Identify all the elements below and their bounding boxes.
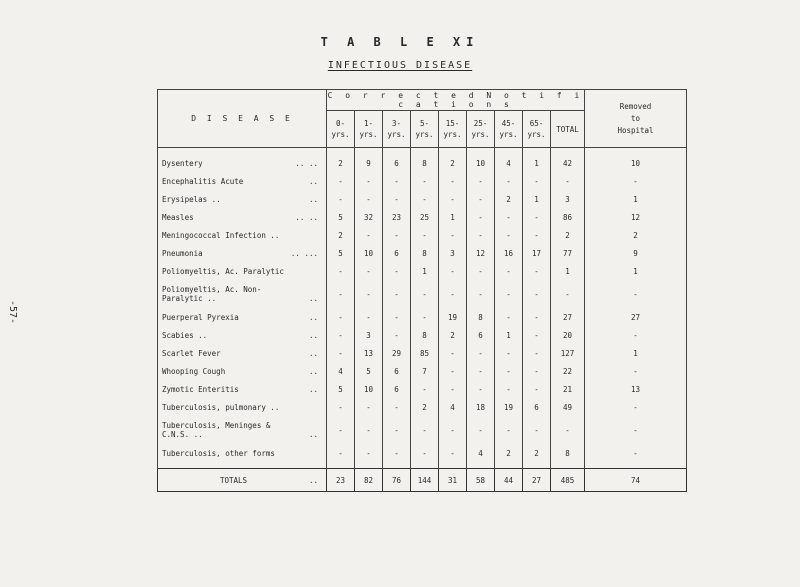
total-cell: 127 — [551, 344, 585, 362]
count-cell: - — [327, 398, 355, 416]
count-cell: 2 — [411, 398, 439, 416]
disease-name: Scabies .. — [162, 330, 208, 340]
table-row — [158, 226, 687, 244]
disease-name: Puerperal Pyrexia — [162, 312, 239, 322]
count-cell: - — [383, 262, 411, 280]
count-cell: 6 — [383, 380, 411, 398]
count-cell: 6 — [523, 398, 551, 416]
count-cell: 32 — [355, 208, 383, 226]
total-cell: 20 — [551, 326, 585, 344]
count-cell: - — [467, 172, 495, 190]
count-cell: - — [523, 344, 551, 362]
count-cell: 8 — [467, 308, 495, 326]
count-cell: - — [467, 190, 495, 208]
age-group-label: 1- — [363, 119, 374, 128]
totals-label-cell — [158, 469, 327, 492]
count-cell: - — [467, 362, 495, 380]
table-row — [158, 380, 687, 398]
disease-name-cell — [158, 262, 327, 280]
age-group-label: 65- — [529, 119, 544, 128]
count-cell: - — [523, 208, 551, 226]
removed-cell: 9 — [585, 244, 687, 262]
count-cell: 4 — [327, 362, 355, 380]
age-group-label: 25- — [473, 119, 488, 128]
disease-name-cell — [158, 380, 327, 398]
count-cell: 5 — [355, 362, 383, 380]
leader-dots: .. — [308, 176, 318, 186]
count-cell: 10 — [467, 148, 495, 173]
age-group-header — [383, 111, 411, 148]
count-cell: - — [355, 226, 383, 244]
totals-row — [158, 469, 687, 492]
totals-label: TOTALS — [219, 475, 248, 485]
count-cell: - — [495, 362, 523, 380]
removed-cell: - — [585, 172, 687, 190]
total-cell: 42 — [551, 148, 585, 173]
count-cell: 13 — [355, 344, 383, 362]
age-group-header — [467, 111, 495, 148]
count-cell: 4 — [495, 148, 523, 173]
count-cell: - — [383, 280, 411, 308]
table-row — [158, 416, 687, 444]
count-cell: - — [439, 416, 467, 444]
totals-cell: 27 — [523, 469, 551, 492]
age-group-label: 5- — [419, 119, 430, 128]
disease-name: Pneumonia — [162, 248, 203, 258]
totals-cell: 144 — [411, 469, 439, 492]
leader-dots: .. — [308, 312, 318, 322]
count-cell: - — [411, 416, 439, 444]
total-cell: - — [551, 172, 585, 190]
count-cell: - — [467, 208, 495, 226]
disease-name-cell — [158, 344, 327, 362]
count-cell: 6 — [467, 326, 495, 344]
count-cell: 6 — [383, 148, 411, 173]
removed-cell: 12 — [585, 208, 687, 226]
age-group-unit: yrs. — [359, 130, 378, 139]
age-group-header — [523, 111, 551, 148]
count-cell: 6 — [383, 244, 411, 262]
count-cell: - — [467, 380, 495, 398]
count-cell: 12 — [467, 244, 495, 262]
count-cell: - — [327, 172, 355, 190]
age-group-header — [551, 111, 585, 148]
count-cell: - — [439, 190, 467, 208]
count-cell: 2 — [523, 444, 551, 469]
count-cell: - — [495, 226, 523, 244]
totals-cell: 76 — [383, 469, 411, 492]
leader-dots: .. .. — [295, 212, 318, 222]
count-cell: 3 — [439, 244, 467, 262]
leader-dots: .. ... — [290, 248, 318, 258]
count-cell: - — [327, 416, 355, 444]
count-cell: - — [467, 226, 495, 244]
count-cell: 17 — [523, 244, 551, 262]
total-cell: 2 — [551, 226, 585, 244]
count-cell: 10 — [355, 380, 383, 398]
count-cell: - — [327, 326, 355, 344]
count-cell: - — [523, 362, 551, 380]
page-number: -57- — [7, 300, 18, 325]
count-cell: - — [523, 326, 551, 344]
table-row — [158, 280, 687, 308]
count-cell: - — [355, 444, 383, 469]
leader-dots: .. — [308, 430, 318, 439]
count-cell: 2 — [439, 148, 467, 173]
age-group-unit: yrs. — [499, 130, 518, 139]
total-cell: - — [551, 416, 585, 444]
count-cell: - — [467, 262, 495, 280]
count-cell: - — [327, 190, 355, 208]
age-group-header — [439, 111, 467, 148]
count-cell: - — [467, 280, 495, 308]
disease-name: Erysipelas .. — [162, 194, 221, 204]
count-cell: - — [467, 416, 495, 444]
count-cell: - — [411, 280, 439, 308]
count-cell: - — [355, 262, 383, 280]
count-cell: 5 — [327, 244, 355, 262]
age-group-unit: yrs. — [471, 130, 490, 139]
count-cell: - — [355, 280, 383, 308]
count-cell: - — [495, 208, 523, 226]
removed-cell: - — [585, 398, 687, 416]
age-group-header — [411, 111, 439, 148]
removed-cell: 2 — [585, 226, 687, 244]
count-cell: - — [327, 444, 355, 469]
count-cell: - — [439, 226, 467, 244]
count-cell: - — [495, 380, 523, 398]
age-group-label: 15- — [445, 119, 460, 128]
count-cell: 2 — [327, 148, 355, 173]
count-cell: 19 — [439, 308, 467, 326]
count-cell: 29 — [383, 344, 411, 362]
count-cell: 1 — [523, 148, 551, 173]
count-cell: 5 — [327, 380, 355, 398]
leader-dots: .. — [308, 384, 318, 394]
count-cell: - — [383, 398, 411, 416]
count-cell: - — [523, 308, 551, 326]
count-cell: - — [383, 190, 411, 208]
count-cell: 16 — [495, 244, 523, 262]
count-cell: - — [495, 280, 523, 308]
total-cell: 27 — [551, 308, 585, 326]
total-cell: 8 — [551, 444, 585, 469]
removed-cell: 13 — [585, 380, 687, 398]
removed-cell: 10 — [585, 148, 687, 173]
totals-cell: 82 — [355, 469, 383, 492]
totals-cell: 74 — [585, 469, 687, 492]
table-row — [158, 172, 687, 190]
count-cell: 19 — [495, 398, 523, 416]
table-row — [158, 244, 687, 262]
disease-name-cell — [158, 416, 327, 444]
leader-dots: .. — [308, 348, 318, 358]
age-group-header — [327, 111, 355, 148]
leader-dots: .. — [308, 475, 318, 485]
disease-name-cell — [158, 326, 327, 344]
totals-cell: 44 — [495, 469, 523, 492]
count-cell: - — [355, 172, 383, 190]
count-cell: - — [523, 380, 551, 398]
table-row — [158, 444, 687, 469]
table-row — [158, 148, 687, 173]
disease-name-cell — [158, 398, 327, 416]
count-cell: - — [439, 362, 467, 380]
removed-cell: 27 — [585, 308, 687, 326]
count-cell: 1 — [439, 208, 467, 226]
count-cell: - — [383, 172, 411, 190]
removed-cell: - — [585, 444, 687, 469]
removed-header-line: to — [630, 113, 641, 123]
count-cell: 2 — [495, 444, 523, 469]
totals-cell: 23 — [327, 469, 355, 492]
removed-cell: 1 — [585, 190, 687, 208]
count-cell: - — [411, 308, 439, 326]
total-cell: 1 — [551, 262, 585, 280]
age-group-label: TOTAL — [556, 124, 579, 134]
disease-name-cell — [158, 280, 327, 308]
age-group-unit: yrs. — [415, 130, 434, 139]
disease-name-cell — [158, 208, 327, 226]
count-cell: 5 — [327, 208, 355, 226]
total-cell: 3 — [551, 190, 585, 208]
removed-to-hospital-header — [585, 90, 687, 148]
disease-name-cell — [158, 226, 327, 244]
disease-name: Tuberculosis, pulmonary .. — [162, 402, 280, 412]
total-cell: 77 — [551, 244, 585, 262]
age-group-header — [355, 111, 383, 148]
count-cell: 10 — [355, 244, 383, 262]
table-totals — [158, 469, 687, 492]
removed-cell: - — [585, 280, 687, 308]
count-cell: - — [439, 280, 467, 308]
count-cell: - — [439, 380, 467, 398]
total-cell: 22 — [551, 362, 585, 380]
disease-name-cell — [158, 148, 327, 173]
removed-cell: - — [585, 326, 687, 344]
count-cell: 85 — [411, 344, 439, 362]
count-cell: - — [355, 308, 383, 326]
count-cell: 7 — [411, 362, 439, 380]
age-group-unit: yrs. — [443, 130, 462, 139]
infectious-disease-table — [157, 89, 687, 492]
count-cell: 8 — [411, 148, 439, 173]
disease-name-continued: C.N.S. .. — [162, 430, 203, 439]
count-cell: - — [355, 190, 383, 208]
count-cell: - — [327, 344, 355, 362]
total-cell: 21 — [551, 380, 585, 398]
count-cell: 2 — [327, 226, 355, 244]
totals-cell: 31 — [439, 469, 467, 492]
removed-cell: 1 — [585, 262, 687, 280]
totals-cell: 485 — [551, 469, 585, 492]
disease-name: Scarlet Fever — [162, 348, 221, 358]
count-cell: - — [383, 444, 411, 469]
leader-dots: .. — [308, 330, 318, 340]
removed-header-line: Removed — [619, 101, 652, 111]
count-cell: 6 — [383, 362, 411, 380]
disease-name: Poliomyeltis, Ac. Non- — [162, 285, 262, 294]
table-row — [158, 308, 687, 326]
age-group-label: 3- — [391, 119, 402, 128]
count-cell: - — [495, 344, 523, 362]
count-cell: - — [439, 344, 467, 362]
disease-name-cell — [158, 444, 327, 469]
count-cell: 1 — [495, 326, 523, 344]
leader-dots: .. — [308, 366, 318, 376]
count-cell: - — [439, 172, 467, 190]
leader-dots: .. — [308, 294, 318, 303]
count-cell: - — [411, 190, 439, 208]
count-cell: - — [383, 416, 411, 444]
count-cell: - — [383, 308, 411, 326]
count-cell: - — [523, 280, 551, 308]
disease-name-cell — [158, 190, 327, 208]
count-cell: 25 — [411, 208, 439, 226]
disease-name: Measles — [162, 212, 194, 222]
count-cell: 9 — [355, 148, 383, 173]
count-cell: 1 — [411, 262, 439, 280]
count-cell: - — [355, 398, 383, 416]
total-cell: - — [551, 280, 585, 308]
table-subtitle — [0, 60, 800, 71]
subtitle-text: INFECTIOUS DISEASE — [327, 60, 473, 71]
count-cell: - — [523, 172, 551, 190]
table-row — [158, 190, 687, 208]
count-cell: 2 — [439, 326, 467, 344]
table-row — [158, 262, 687, 280]
count-cell: 4 — [439, 398, 467, 416]
table-body — [158, 148, 687, 469]
total-cell: 49 — [551, 398, 585, 416]
count-cell: - — [411, 380, 439, 398]
disease-name: Encephalitis Acute — [162, 176, 244, 186]
disease-name: Meningococcal Infection .. — [162, 230, 280, 240]
count-cell: - — [411, 444, 439, 469]
count-cell: - — [327, 262, 355, 280]
count-cell: - — [495, 262, 523, 280]
removed-cell: 1 — [585, 344, 687, 362]
count-cell: - — [327, 280, 355, 308]
count-cell: 4 — [467, 444, 495, 469]
count-cell: - — [411, 172, 439, 190]
count-cell: - — [495, 308, 523, 326]
age-group-label: 0- — [335, 119, 346, 128]
count-cell: 3 — [355, 326, 383, 344]
count-cell: - — [327, 308, 355, 326]
table-row — [158, 326, 687, 344]
count-cell: - — [355, 416, 383, 444]
disease-name: Tuberculosis, Meninges & — [162, 421, 271, 430]
removed-header-line: Hospital — [617, 125, 654, 135]
disease-name: Whooping Cough — [162, 366, 226, 376]
count-cell: 8 — [411, 244, 439, 262]
removed-cell: - — [585, 416, 687, 444]
count-cell: - — [383, 326, 411, 344]
table-header — [158, 90, 687, 148]
age-group-label: 45- — [501, 119, 516, 128]
disease-name-cell — [158, 244, 327, 262]
age-group-unit: yrs. — [387, 130, 406, 139]
count-cell: 8 — [411, 326, 439, 344]
leader-dots: .. .. — [295, 158, 318, 168]
count-cell: - — [523, 262, 551, 280]
removed-cell: - — [585, 362, 687, 380]
disease-name-cell — [158, 362, 327, 380]
disease-name: Dysentery — [162, 158, 203, 168]
count-cell: - — [439, 444, 467, 469]
count-cell: - — [411, 226, 439, 244]
disease-column-header: D I S E A S E — [158, 90, 327, 148]
totals-cell: 58 — [467, 469, 495, 492]
age-group-header — [495, 111, 523, 148]
count-cell: - — [495, 172, 523, 190]
count-cell: - — [523, 416, 551, 444]
count-cell: - — [439, 262, 467, 280]
count-cell: 1 — [523, 190, 551, 208]
disease-name-cell — [158, 172, 327, 190]
age-group-unit: yrs. — [331, 130, 350, 139]
disease-name: Zymotic Enteritis — [162, 384, 239, 394]
age-group-unit: yrs. — [527, 130, 546, 139]
leader-dots: .. — [308, 194, 318, 204]
table-title: T A B L E XI — [320, 35, 480, 49]
table-row — [158, 208, 687, 226]
count-cell: - — [495, 416, 523, 444]
disease-name-continued: Paralytic .. — [162, 294, 217, 303]
count-cell: 2 — [495, 190, 523, 208]
table-row — [158, 344, 687, 362]
disease-name: Tuberculosis, other forms — [162, 448, 275, 458]
count-cell: - — [523, 226, 551, 244]
disease-name-cell — [158, 308, 327, 326]
count-cell: - — [383, 226, 411, 244]
table-row — [158, 398, 687, 416]
total-cell: 86 — [551, 208, 585, 226]
corrected-notifications-header: C o r r e c t e d N o t i f i c a t i o n s — [327, 91, 584, 109]
disease-name: Poliomyeltis, Ac. Paralytic — [162, 266, 284, 276]
count-cell: - — [467, 344, 495, 362]
count-cell: 23 — [383, 208, 411, 226]
count-cell: 18 — [467, 398, 495, 416]
table-row — [158, 362, 687, 380]
